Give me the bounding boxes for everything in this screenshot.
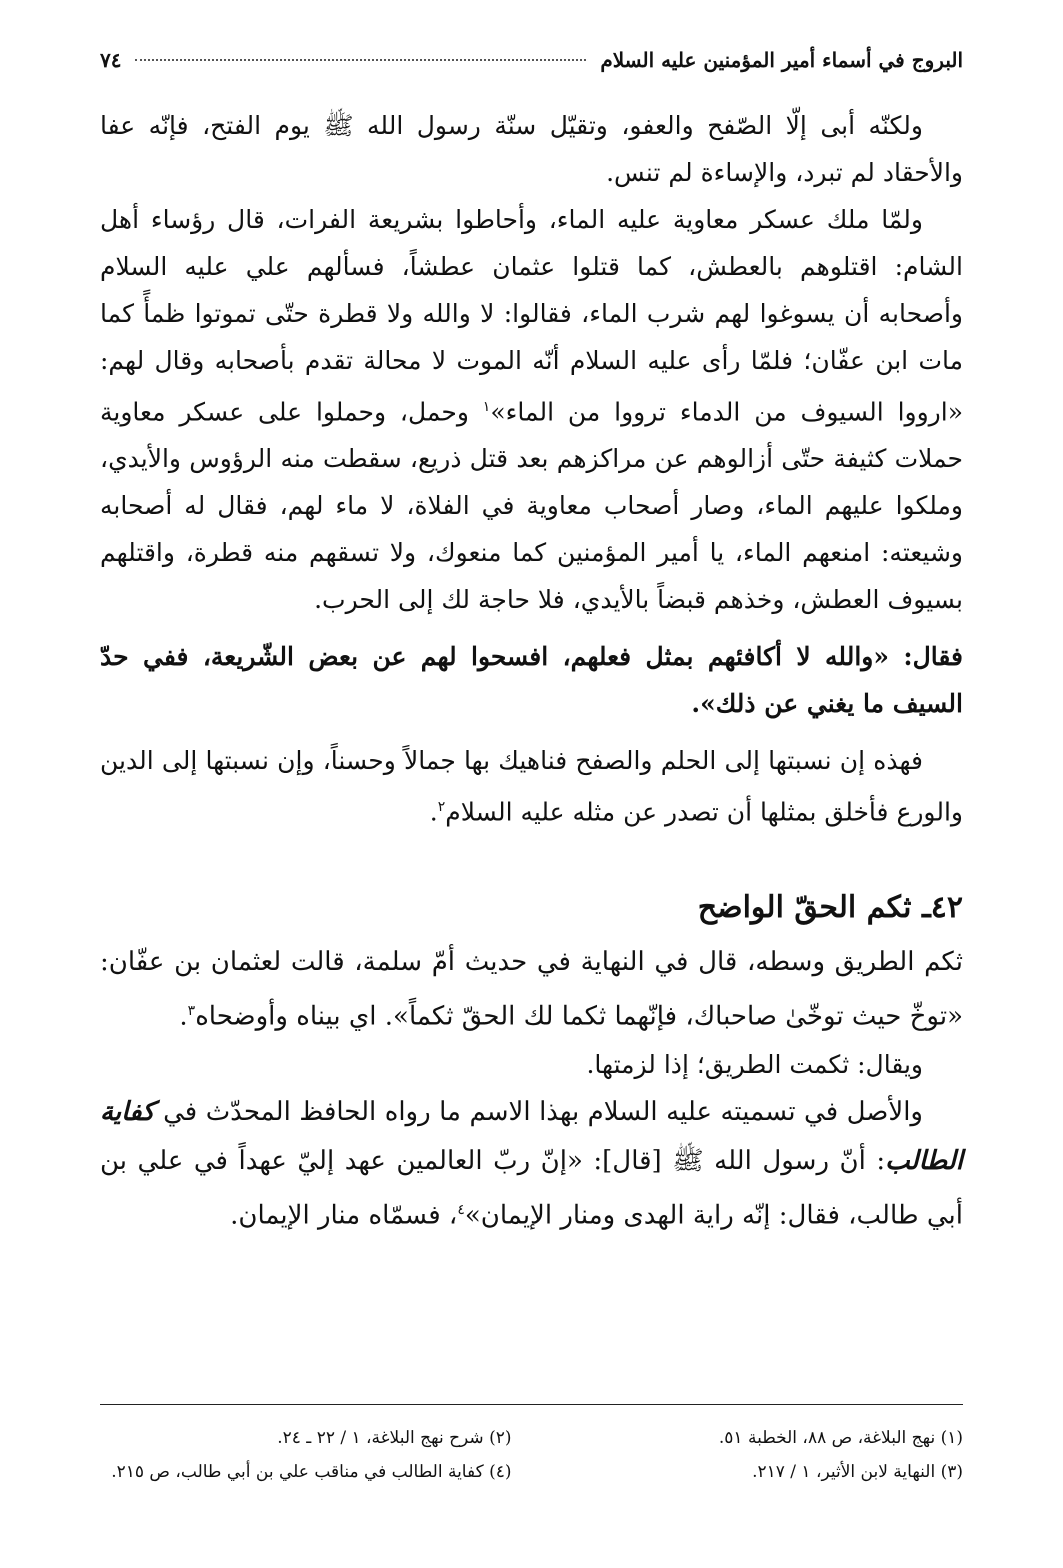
section-p3-text-c: ، فسمّاه منار الإيمان. <box>230 1200 458 1231</box>
running-title: البروج في أسماء أمير المؤمنين عليه السلام <box>600 48 963 72</box>
paragraph-2-text: ولمّا ملك عسكر معاوية عليه الماء، وأحاطوا بشريعة الفرات، قال رؤساء أهل الشام: اقتلوهم بالعطش، كما قتلوا عثمان عطشاً، فسألهم علي عليه السلام وأصحابه أن يسوغوا لهم شرب الماء، فقالوا: لا والله ولا قطرة حتّى تموتوا ظمأً كما مات ابن عفّان؛ فلمّا رأى عليه السلام أنّه الموت لا محالة تقدم بأصحابه وقال لهم: «ارووا السيوف من الدماء ترووا من الماء» <box>100 205 963 427</box>
footnote-ref-3: ٣ <box>187 1002 196 1019</box>
header-dotted-leader <box>135 59 586 61</box>
page-body <box>100 102 963 1241</box>
paragraph-2 <box>100 196 963 623</box>
section-p1-text: ثكم الطريق وسطه، قال في النهاية في حديث أمّ سلمة، قالت لعثمان بن عفّان: «توخّ حيث توخّىٰ صاحباك، فإنّهما ثكما لك الحقّ ثكماً». اي بيناه وأوضحاه <box>100 946 963 1032</box>
conclusion-text: فهذه إن نسبتها إلى الحلم والصفح فناهيك بها جمالاً وحسناً، وإن نسبتها إلى الدين والورع فأخلق بمثلها أن تصدر عن مثله عليه السلام <box>100 746 963 827</box>
footnotes <box>100 1404 963 1489</box>
paragraph-conclusion: فهذه إن نسبتها إلى الحلم والصفح فناهيك بها جمالاً وحسناً، وإن نسبتها إلى الدين والورع فأخلق بمثلها أن تصدر عن مثله عليه السلام$^٢$. <box>100 746 963 827</box>
paragraph-1: ولكنّه أبى إلّا الصّفح والعفو، وتقيّل سنّة رسول الله ﷺ يوم الفتح، فإنّه عفا والأحقاد لم تبرد، والإساءة لم تنس. <box>100 111 963 187</box>
section-paragraph-3 <box>100 1088 963 1241</box>
footnote-2: (٢) شرح نهج البلاغة، ١ / ٢٢ ـ ٢٤. <box>277 1428 512 1448</box>
section-paragraph-2: ويقال: ثكمت الطريق؛ إذا لزمتها. <box>586 1050 923 1080</box>
section-p3-text-b: : أنّ رسول الله ﷺ [قال]: «إنّ ربّ العالمين عهد إليّ عهداً في علي بن أبي طالب، فقال: إنّه راية الهدى ومنار الإيمان» <box>100 1146 963 1231</box>
footnote-ref-2: ٢ <box>437 799 446 816</box>
footnote-ref-4: ٤ <box>457 1202 465 1219</box>
book-title: كفاية الطالب <box>100 1097 963 1177</box>
footnote-1: (١) نهج البلاغة، ص ٨٨، الخطبة ٥١. <box>718 1428 963 1448</box>
footnote-3: (٣) النهاية لابن الأثير، ١ / ٢١٧. <box>752 1462 963 1482</box>
footnote-4: (٤) كفاية الطالب في مناقب علي بن أبي طالب، ص ٢١٥. <box>111 1462 512 1482</box>
paragraph-2-cont: وحمل، وحملوا على عسكر معاوية حملات كثيفة حتّى أزالوهم عن مراكزهم بعد قتل ذريع، سقطت منه الرؤوس والأيدي، وملكوا عليهم الماء، وصار أصحاب معاوية في الفلاة، لا ماء لهم، فقال له أصحابه وشيعته: امنعهم الماء، يا أمير المؤمنين كما منعوك، ولا تسقهم منه قطرة، واقتلهم بسيوف العطش، وخذهم قبضاً بالأيدي، فلا حاجة لك إلى الحرب. <box>100 397 963 615</box>
section-p3-text-a: والأصل في تسميته عليه السلام بهذا الاسم ما رواه الحافظ المحدّث في <box>163 1097 923 1128</box>
footnote-ref-1: ١ <box>482 399 491 415</box>
section-heading: ٤٢ـ ثكم الحقّ الواضح <box>697 889 963 925</box>
page-header <box>100 40 963 80</box>
page-number: ٧٤ <box>100 48 122 72</box>
section-paragraph-1: ثكم الطريق وسطه، قال في النهاية في حديث أمّ سلمة، قالت لعثمان بن عفّان: «توخّ حيث توخّىٰ صاحباك، فإنّهما ثكما لك الحقّ ثكماً». اي بيناه وأوضحاه$^٣$. <box>100 946 963 1032</box>
quote-paragraph: فقال: «والله لا أكافئهم بمثل فعلهم، افسحوا لهم عن بعض الشّريعة، ففي حدّ السيف ما يغني عن ذلك». <box>100 642 963 719</box>
